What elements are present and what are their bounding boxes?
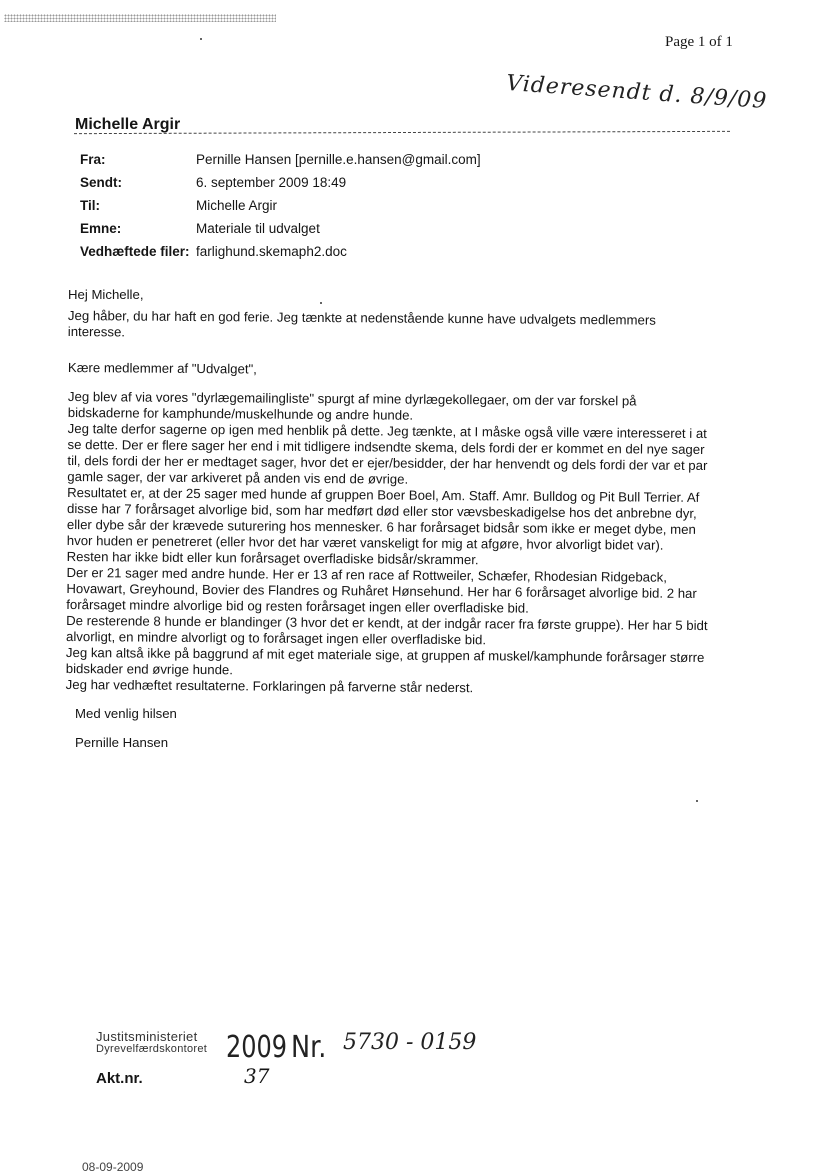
stamp-ministry-line: Justitsministeriet: [96, 1029, 198, 1044]
body-line: bidskader end øvrige hunde.: [65, 660, 234, 678]
header-value: Pernille Hansen [pernille.e.hansen@gmail.com]: [196, 152, 481, 167]
email-intro: [68, 308, 758, 345]
bottom-cut-date: 08-09-2009: [82, 1160, 144, 1174]
page-number: Page 1 of 1: [665, 34, 733, 50]
body-line: Der er 21 sager med andre hunde. Her er 13 af ren race af Rottweiler, Schæfer, Rhodesian Ridgeback,: [66, 564, 667, 585]
header-value: 6. september 2009 18:49: [196, 175, 347, 190]
body-line: Jeg talte derfor sagerne op igen med henblik på dette. Jeg tænkte, at I måske også ville være interesseret i at: [67, 420, 707, 442]
header-label: Sendt:: [80, 175, 122, 190]
scan-speck: [320, 302, 322, 304]
stamp-akt-label: Akt.nr.: [96, 1070, 143, 1087]
body-line: til, dels fordi der her er medtaget sager, hvor det er ejer/besidder, der har henvendt og dels fordi der var et par: [67, 452, 708, 474]
body-line: disse har 7 forårsaget alvorlige bid, som har medført død eller stor vævsbeskadigelse hos det anbrebne dyr,: [67, 500, 697, 521]
fax-header-dots: [4, 14, 276, 22]
body-line: Hovawart, Greyhound, Bovier des Flandres og Ruhåret Hønsehund. Her har 6 forårsaget alvorlige bid. 2 har: [66, 580, 697, 601]
body-line: alvorligt, en mindre alvorligt og to forårsaget ingen eller overfladiske bid.: [65, 628, 487, 648]
header-label: Emne:: [80, 221, 122, 236]
body-line: gamle sager, der var arkiveret på anden vis end de øvrige.: [67, 468, 409, 487]
header-value: farlighund.skemaph2.doc: [196, 244, 347, 259]
stamp-office-line: Dyrevelfærdskontoret: [96, 1043, 208, 1055]
stamp-case-number: 5730 - 0159: [343, 1030, 477, 1055]
body-line: hvor huden er penetreret (eller hvor det har været vanskeligt for mig at afgøre, hvor alvorligt bidet var).: [66, 532, 664, 553]
intro-line: interesse.: [67, 323, 126, 340]
body-line: eller dybe sår der krævede suturering hos mennesker. 6 har forårsaget bidsår som ikke er meget dybe, men: [66, 516, 696, 537]
body-line: se dette. Der er flere sager her end i mit tidligere indsendte skema, dels fordi der er kommet en del nye sager: [67, 436, 705, 458]
body-line: Resultatet er, at der 25 sager med hunde af gruppen Boer Boel, Am. Staff. Amr. Bulldog og Pit Bull Terrier. Af: [67, 484, 700, 505]
header-label: Til:: [80, 198, 100, 213]
handwritten-forward-note: Videresendt d. 8/9/09: [505, 70, 769, 115]
body-line: bidskaderne for kamphunde/muskelhunde og andre hunde.: [67, 404, 414, 423]
mailbox-owner-name: Michelle Argir: [75, 116, 181, 133]
header-value: Materiale til udvalget: [196, 221, 320, 236]
stamp-akt-number: 37: [244, 1064, 270, 1088]
email-salutation: [68, 360, 758, 381]
body-line: Resten har ikke bidt eller kun forårsaget overfladiske bidsår/skrammer.: [66, 548, 479, 568]
body-line: De resterende 8 hunde er blandinger (3 hvor det er kendt, at der indgår racer fra første gruppe). Her har 5 bidt: [66, 612, 708, 634]
email-body: [66, 389, 758, 698]
body-line: forårsaget mindre alvorlige bid og resten forårsaget ingen eller overfladiske bid.: [66, 596, 529, 616]
scan-speck: [200, 38, 202, 40]
header-value: Michelle Argir: [196, 198, 278, 213]
intro-line: Jeg håber, du har haft en god ferie. Jeg tænkte at nedenstående kunne have udvalgets medlemmers: [67, 308, 656, 328]
salutation-line: Kære medlemmer af "Udvalget",: [67, 360, 257, 377]
stamp-year: 2009: [226, 1030, 288, 1065]
header-label: Vedhæftede filer:: [80, 244, 190, 259]
stamp-nr-label: Nr.: [291, 1030, 327, 1065]
scan-speck: [696, 800, 698, 802]
header-label: Fra:: [80, 152, 106, 167]
closing-phrase: Med venlig hilsen: [75, 706, 177, 721]
body-line: Jeg har vedhæftet resultaterne. Forklaringen på farverne står nederst.: [65, 676, 474, 696]
email-greeting: Hej Michelle,: [68, 287, 144, 302]
signature-name: Pernille Hansen: [75, 735, 169, 750]
stamp-ministry: [96, 1030, 226, 1056]
body-line: Jeg kan altså ikke på baggrund af mit eget materiale sige, at gruppen af muskel/kamphunde forårsager større: [65, 644, 705, 666]
body-line: Jeg blev af via vores "dyrlægemailingliste" spurgt af mine dyrlægekollegaer, om der var forskel på: [67, 389, 637, 409]
signature-block: [75, 706, 177, 764]
